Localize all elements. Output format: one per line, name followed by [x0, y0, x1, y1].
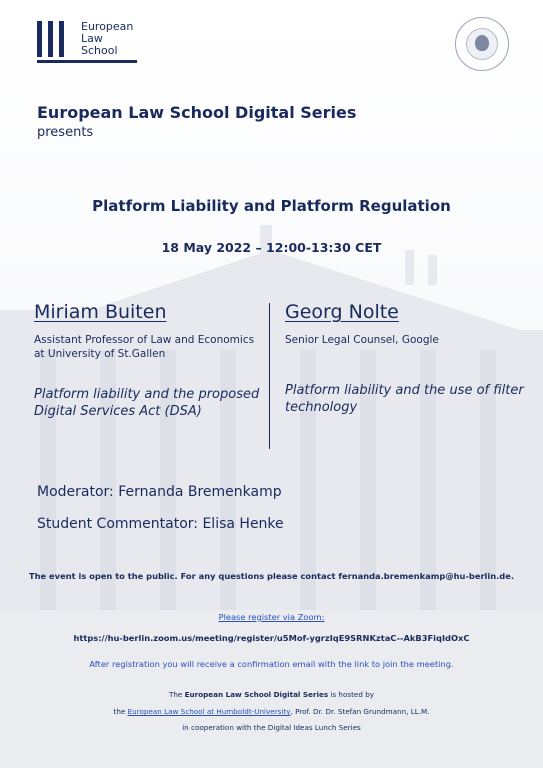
speaker-1-role-line-2: at University of St.Gallen	[34, 348, 166, 360]
logo-word-2: Law	[81, 32, 103, 45]
footer-line-2-post: , Prof. Dr. Dr. Stefan Grundmann, LL.M.	[290, 707, 430, 716]
footer-line-2-pre: the	[113, 707, 128, 716]
speaker-2-role-line-1: Senior Legal Counsel, Google	[285, 334, 439, 346]
speaker-2-talk-line-2: technology	[285, 400, 358, 415]
footer-line-1	[0, 690, 543, 699]
after-registration-note: After registration you will receive a confirmation email with the link to join the meeting.	[89, 659, 454, 669]
event-date: 18 May 2022 – 12:00-13:30 CET	[161, 240, 382, 255]
logo-word-3: School	[81, 44, 118, 57]
footer-series-name: European Law School Digital Series	[184, 690, 329, 699]
register-link[interactable]: Please register via Zoom:	[218, 612, 325, 622]
register-label	[0, 612, 543, 622]
logo-word-1: European	[81, 20, 134, 33]
moderator-text: Moderator: Fernanda Bremenkamp	[37, 484, 282, 500]
speaker-1-talk	[34, 386, 259, 420]
series-title: European Law School Digital Series	[37, 103, 357, 122]
speaker-divider	[269, 303, 270, 449]
speaker-2-talk	[285, 382, 524, 416]
footer-line-3: in cooperation with the Digital Ideas Lunch Series	[182, 723, 361, 732]
speaker-1-role-line-1: Assistant Professor of Law and Economics	[34, 334, 255, 346]
speaker-2-talk-line-1: Platform liability and the use of filter	[285, 383, 524, 398]
zoom-registration-url[interactable]: https://hu-berlin.zoom.us/meeting/register/u5Mof-ygrzIqE9SRNKztaC--AkB3FiqIdOxC	[73, 633, 470, 643]
footer-line-1-pre: The	[168, 690, 185, 699]
speaker-1-name: Miriam Buiten	[34, 301, 167, 323]
european-law-school-logo	[37, 18, 137, 64]
humboldt-university-seal-icon	[455, 17, 509, 71]
speaker-1-talk-line-1: Platform liability and the proposed	[34, 387, 260, 402]
logo-bars-icon	[37, 21, 71, 57]
speaker-1-role	[34, 333, 254, 361]
student-commentator-text: Student Commentator: Elisa Henke	[37, 516, 284, 532]
speaker-1-talk-line-2: Digital Services Act (DSA)	[34, 404, 202, 419]
speaker-2-role	[285, 333, 439, 347]
footer-line-2	[0, 707, 543, 716]
event-title: Platform Liability and Platform Regulation	[92, 197, 451, 215]
footer-line-1-post: is hosted by	[328, 690, 375, 699]
speaker-2-name: Georg Nolte	[285, 301, 399, 323]
footer-els-link[interactable]: European Law School at Humboldt-University	[127, 707, 291, 716]
presents-text: presents	[37, 125, 94, 140]
public-note: The event is open to the public. For any questions please contact fernanda.bremenkamp@hu-berlin.de.	[28, 571, 515, 581]
